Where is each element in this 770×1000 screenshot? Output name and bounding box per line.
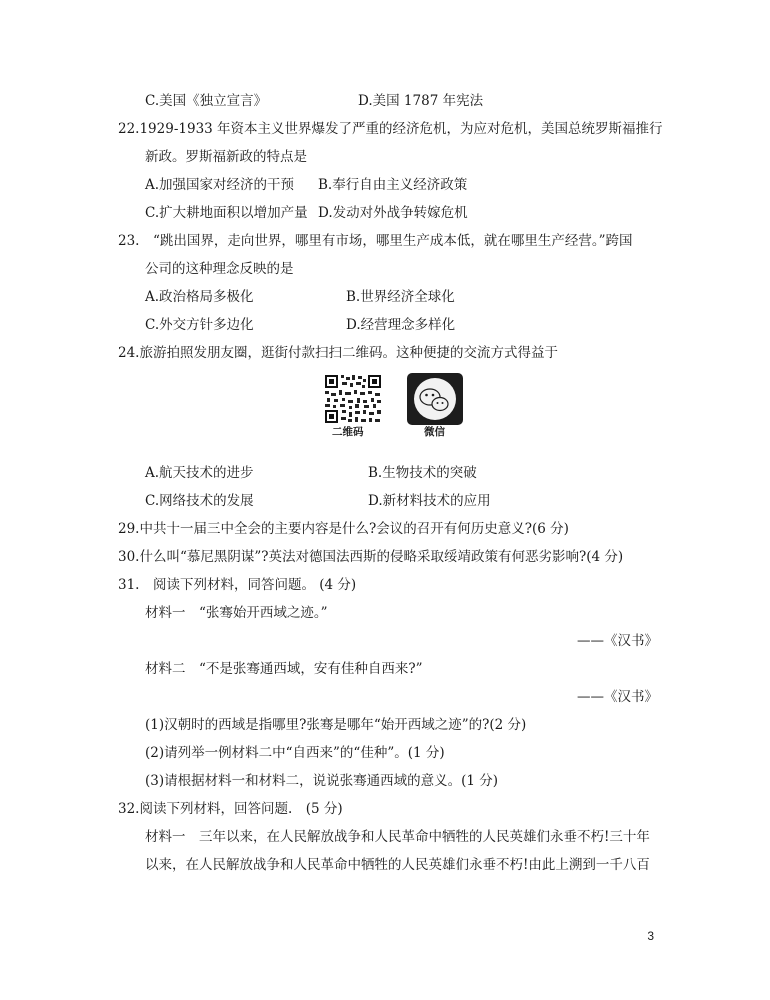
option-a-22: A.加强国家对经济的干预 — [145, 177, 295, 193]
question-32: 32.阅读下列材料，回答问题. (5 分) — [118, 801, 343, 817]
option-b-24: B.生物技术的突破 — [368, 465, 477, 481]
question-22-cont: 新政。罗斯福新政的特点是 — [145, 149, 307, 165]
question-24-figure — [318, 373, 468, 438]
question-29: 29.中共十一届三中全会的主要内容是什么?会议的召开有何历史意义?(6 分) — [118, 521, 569, 537]
option-b-22: B.奉行自由主义经济政策 — [318, 177, 468, 193]
option-d-22: D.发动对外战争转嫁危机 — [318, 205, 468, 221]
sub-question-1: (1)汉朝时的西域是指哪里?张骞是哪年“始开西域之迹”的?(2 分) — [145, 717, 527, 733]
option-a-23: A.政治格局多极化 — [145, 289, 254, 305]
material-1-source: ——《汉书》 — [577, 633, 658, 649]
option-b-23: B.世界经济全球化 — [346, 289, 455, 305]
page-number: 3 — [647, 929, 654, 943]
question-30: 30.什么叫“慕尼黑阴谋”?英法对德国法西斯的侵略采取绥靖政策有何恶劣影响?(4 分) — [118, 549, 624, 565]
question-22: 22.1929-1933 年资本主义世界爆发了严重的经济危机，为应对危机，美国总统罗斯福推行 — [118, 121, 663, 137]
option-c-21: C.美国《独立宣言》 — [145, 93, 268, 109]
qr-code-label: 二维码 — [332, 426, 364, 438]
option-c-22: C.扩大耕地面积以增加产量 — [145, 205, 308, 221]
question-23-cont: 公司的这种理念反映的是 — [145, 261, 294, 277]
option-a-24: A.航天技术的进步 — [145, 465, 254, 481]
option-d-24: D.新材料技术的应用 — [368, 493, 491, 509]
wechat-logo-icon — [407, 373, 463, 425]
sub-question-2: (2)请列举一例材料二中“自西来”的“佳种”。(1 分) — [145, 745, 445, 761]
material-1: 材料一 “张骞始开西域之迹。” — [145, 605, 328, 621]
option-d-21: D.美国 1787 年宪法 — [358, 93, 484, 109]
material-32-line-2: 以来，在人民解放战争和人民革命中牺牲的人民英雄们永垂不朽!由此上溯到一千八百 — [145, 857, 650, 873]
material-2-source: ——《汉书》 — [577, 689, 658, 705]
question-23: 23. “跳出国界，走向世界，哪里有市场，哪里生产成本低，就在哪里生产经营。”跨国 — [118, 233, 633, 249]
qr-code-icon — [322, 373, 384, 425]
material-2: 材料二 “不是张骞通西域，安有佳种自西来?” — [145, 661, 423, 677]
question-31: 31. 阅读下列材料，同答问题。 (4 分) — [118, 577, 357, 593]
option-c-24: C.网络技术的发展 — [145, 493, 254, 509]
wechat-label: 微信 — [424, 426, 445, 438]
material-32-line-1: 材料一 三年以来，在人民解放战争和人民革命中牺牲的人民英雄们永垂不朽!三十年 — [145, 829, 650, 845]
question-24: 24.旅游拍照发朋友圈，逛街付款扫扫二维码。这种便捷的交流方式得益于 — [118, 345, 558, 361]
sub-question-3: (3)请根据材料一和材料二，说说张骞通西域的意义。(1 分) — [145, 773, 499, 789]
option-d-23: D.经营理念多样化 — [346, 317, 456, 333]
option-c-23: C.外交方针多边化 — [145, 317, 254, 333]
